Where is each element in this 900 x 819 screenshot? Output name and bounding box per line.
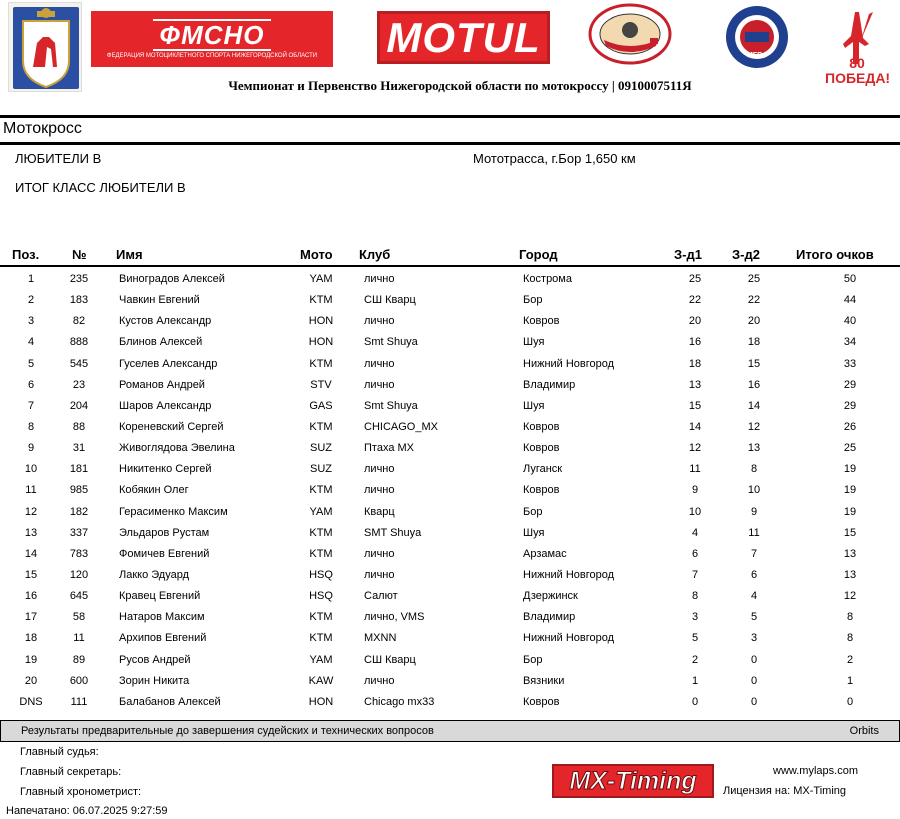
header-race-2: З-д2 bbox=[732, 247, 760, 262]
table-header bbox=[0, 247, 900, 267]
cell-race-2: 12 bbox=[747, 420, 761, 433]
cell-name: Чавкин Евгений bbox=[119, 294, 200, 307]
cell-club: лично bbox=[364, 273, 395, 285]
cell-name: Кобякин Олег bbox=[119, 484, 189, 497]
cell-club: SMT Shuya bbox=[364, 526, 422, 539]
chief-secretary-label: Главный секретарь: bbox=[20, 766, 122, 778]
cell-race-2: 0 bbox=[750, 674, 758, 687]
cell-club: Салют bbox=[364, 590, 398, 603]
table-row bbox=[0, 269, 900, 290]
cell-name: Гуселев Александр bbox=[119, 357, 218, 370]
cell-total-points: 12 bbox=[843, 590, 857, 603]
table-row bbox=[0, 523, 900, 544]
cell-total-points: 15 bbox=[843, 526, 857, 539]
cell-position: 5 bbox=[27, 357, 35, 370]
cell-city: Дзержинск bbox=[523, 590, 578, 603]
disclaimer-text: Результаты предварительные до завершения судейских и технических вопросов bbox=[21, 725, 434, 737]
cell-race-1: 14 bbox=[688, 420, 702, 433]
cell-race-1: 22 bbox=[688, 294, 702, 307]
cell-position: 6 bbox=[27, 378, 35, 391]
cell-race-2: 0 bbox=[750, 653, 758, 666]
cell-race-2: 20 bbox=[747, 315, 761, 328]
cell-total-points: 26 bbox=[843, 420, 857, 433]
cell-position: 14 bbox=[24, 547, 38, 560]
cell-moto: SUZ bbox=[310, 442, 332, 455]
cell-position: 15 bbox=[24, 568, 38, 581]
cell-club: лично bbox=[364, 568, 395, 581]
header-divider bbox=[0, 115, 900, 118]
cell-number: 88 bbox=[72, 420, 86, 433]
cell-name: Шаров Александр bbox=[119, 399, 212, 412]
cell-number: 888 bbox=[69, 336, 89, 349]
cell-moto: KTM bbox=[309, 526, 333, 539]
table-body bbox=[0, 269, 900, 713]
cell-race-2: 18 bbox=[747, 336, 761, 349]
cell-position: 3 bbox=[27, 315, 35, 328]
cell-race-2: 10 bbox=[747, 484, 761, 497]
cell-moto: HON bbox=[308, 315, 334, 328]
timing-system: Orbits bbox=[849, 725, 879, 737]
table-row bbox=[0, 586, 900, 607]
table-row bbox=[0, 650, 900, 671]
table-row bbox=[0, 502, 900, 523]
cell-race-2: 25 bbox=[747, 273, 761, 285]
cell-club: лично bbox=[364, 484, 395, 497]
cell-number: 204 bbox=[69, 399, 89, 412]
cell-position: 13 bbox=[24, 526, 38, 539]
cell-name: Живоглядова Эвелина bbox=[119, 442, 235, 455]
cell-moto: KTM bbox=[309, 420, 333, 433]
cell-club: лично, VMS bbox=[364, 611, 425, 624]
cell-race-2: 22 bbox=[747, 294, 761, 307]
table-row bbox=[0, 565, 900, 586]
cell-city: Нижний Новгород bbox=[523, 357, 615, 370]
table-row bbox=[0, 692, 900, 713]
results-table bbox=[0, 247, 900, 713]
club-rosette-logo bbox=[586, 2, 675, 67]
cell-race-2: 16 bbox=[747, 378, 761, 391]
cell-name: Кореневский Сергей bbox=[119, 420, 224, 433]
cell-total-points: 25 bbox=[843, 442, 857, 455]
cell-number: 23 bbox=[72, 378, 86, 391]
cell-race-1: 12 bbox=[688, 442, 702, 455]
cell-number: 31 bbox=[72, 442, 86, 455]
cell-club: CHICAGO_MX bbox=[364, 420, 438, 433]
cell-city: Шуя bbox=[523, 526, 545, 539]
cell-position: 2 bbox=[27, 294, 35, 307]
cell-number: 985 bbox=[69, 484, 89, 497]
cell-city: Бор bbox=[523, 294, 543, 307]
cell-moto: YAM bbox=[309, 653, 333, 666]
cell-race-1: 5 bbox=[691, 632, 699, 645]
cell-total-points: 13 bbox=[843, 568, 857, 581]
cell-total-points: 19 bbox=[843, 463, 857, 476]
cell-position: 9 bbox=[27, 442, 35, 455]
cell-moto: YAM bbox=[309, 273, 333, 285]
table-row bbox=[0, 311, 900, 332]
cell-race-1: 13 bbox=[688, 378, 702, 391]
cell-position: 16 bbox=[24, 590, 38, 603]
cell-moto: HON bbox=[308, 336, 334, 349]
header-total-points: Итого очков bbox=[796, 247, 874, 262]
cell-race-2: 5 bbox=[750, 611, 758, 624]
cell-race-2: 7 bbox=[750, 547, 758, 560]
table-row bbox=[0, 671, 900, 692]
cell-total-points: 8 bbox=[846, 632, 854, 645]
cell-number: 783 bbox=[69, 547, 89, 560]
cell-position: 4 bbox=[27, 336, 35, 349]
cell-total-points: 8 bbox=[846, 611, 854, 624]
motul-logo bbox=[377, 11, 550, 64]
cell-club: лично bbox=[364, 378, 395, 391]
table-row bbox=[0, 628, 900, 649]
cell-race-1: 1 bbox=[691, 674, 699, 687]
cell-moto: KTM bbox=[309, 632, 333, 645]
cell-moto: KTM bbox=[309, 294, 333, 307]
cell-city: Шуя bbox=[523, 336, 545, 349]
table-row bbox=[0, 459, 900, 480]
cell-race-2: 0 bbox=[750, 695, 758, 708]
cell-name: Никитенко Сергей bbox=[119, 463, 212, 476]
footer-disclaimer-bar bbox=[0, 720, 900, 742]
cell-name: Архипов Евгений bbox=[119, 632, 207, 645]
header-city: Город bbox=[519, 247, 558, 262]
cell-total-points: 33 bbox=[843, 357, 857, 370]
cell-total-points: 0 bbox=[846, 695, 854, 708]
cell-race-2: 15 bbox=[747, 357, 761, 370]
cell-race-2: 14 bbox=[747, 399, 761, 412]
cell-position: 12 bbox=[24, 505, 38, 518]
cell-number: 11 bbox=[73, 632, 85, 645]
cell-race-2: 13 bbox=[747, 442, 761, 455]
header-name: Имя bbox=[116, 247, 143, 262]
cell-total-points: 19 bbox=[843, 505, 857, 518]
table-row bbox=[0, 544, 900, 565]
cell-city: Нижний Новгород bbox=[523, 568, 615, 581]
cell-name: Русов Андрей bbox=[119, 653, 191, 666]
cell-club: лично bbox=[364, 357, 395, 370]
header-moto: Мото bbox=[300, 247, 333, 262]
cell-number: 183 bbox=[69, 294, 89, 307]
cell-position: 19 bbox=[24, 653, 38, 666]
cell-race-1: 16 bbox=[688, 336, 702, 349]
cell-total-points: 2 bbox=[846, 653, 854, 666]
cell-city: Кострома bbox=[523, 273, 572, 285]
mx-timing-logo-text: MX-Timing bbox=[569, 766, 697, 795]
cell-race-2: 8 bbox=[750, 463, 758, 476]
cell-name: Фомичев Евгений bbox=[119, 547, 210, 560]
cell-total-points: 19 bbox=[843, 484, 857, 497]
cell-total-points: 50 bbox=[843, 273, 857, 285]
cell-city: Владимир bbox=[523, 611, 576, 624]
cell-moto: KTM bbox=[309, 547, 333, 560]
victory-80-logo-text: 80 ПОБЕДА! bbox=[825, 55, 891, 86]
cell-position: 1 bbox=[27, 273, 35, 285]
cell-club: Chicago mx33 bbox=[364, 695, 435, 708]
table-row bbox=[0, 607, 900, 628]
cell-city: Ковров bbox=[523, 420, 560, 433]
cell-position: 8 bbox=[27, 420, 35, 433]
cell-position: 18 bbox=[24, 632, 38, 645]
section-title: Мотокросс bbox=[3, 120, 82, 137]
cell-number: 120 bbox=[69, 568, 89, 581]
cell-moto: YAM bbox=[309, 505, 333, 518]
mfr-logo-text: MFR bbox=[747, 52, 763, 59]
cell-city: Ковров bbox=[523, 315, 560, 328]
cell-club: Кварц bbox=[364, 505, 395, 518]
cell-race-1: 25 bbox=[688, 273, 702, 285]
license-info: Лицензия на: MX-Timing bbox=[723, 785, 846, 797]
cell-number: 111 bbox=[70, 695, 88, 708]
cell-total-points: 34 bbox=[843, 336, 857, 349]
championship-title: Чемпионат и Первенство Нижегородской области по мотокроссу | 0910007511Я bbox=[228, 78, 692, 93]
cell-race-1: 4 bbox=[691, 526, 699, 539]
cell-moto: SUZ bbox=[310, 463, 332, 476]
cell-club: лично bbox=[364, 674, 395, 687]
cell-race-1: 15 bbox=[688, 399, 702, 412]
motul-logo-text: MOTUL bbox=[386, 13, 541, 61]
mylaps-website[interactable]: www.mylaps.com bbox=[773, 765, 858, 777]
cell-number: 600 bbox=[69, 674, 89, 687]
table-header-rule bbox=[0, 265, 900, 267]
cell-club: Smt Shuya bbox=[364, 399, 418, 412]
cell-city: Бор bbox=[523, 653, 543, 666]
table-row bbox=[0, 332, 900, 353]
cell-race-1: 8 bbox=[691, 590, 699, 603]
cell-city: Бор bbox=[523, 505, 543, 518]
cell-number: 235 bbox=[69, 273, 89, 285]
cell-number: 182 bbox=[69, 505, 89, 518]
cell-race-2: 4 bbox=[750, 590, 758, 603]
table-row bbox=[0, 480, 900, 501]
cell-total-points: 29 bbox=[843, 378, 857, 391]
cell-race-1: 6 bbox=[691, 547, 699, 560]
fmsno-logo bbox=[91, 11, 333, 67]
cell-name: Лакко Эдуард bbox=[119, 568, 189, 581]
header-position: Поз. bbox=[12, 247, 40, 262]
cell-race-1: 3 bbox=[691, 611, 699, 624]
cell-race-2: 6 bbox=[750, 568, 758, 581]
cell-moto: HSQ bbox=[309, 568, 333, 581]
cell-name: Романов Андрей bbox=[119, 378, 205, 391]
table-row bbox=[0, 396, 900, 417]
table-row bbox=[0, 438, 900, 459]
cell-city: Арзамас bbox=[523, 547, 567, 560]
cell-race-2: 9 bbox=[750, 505, 758, 518]
cell-name: Эльдаров Рустам bbox=[119, 526, 210, 539]
cell-total-points: 44 bbox=[843, 294, 857, 307]
cell-moto: KTM bbox=[309, 611, 333, 624]
cell-city: Ковров bbox=[523, 442, 560, 455]
cell-position: 11 bbox=[25, 484, 37, 497]
mx-timing-logo bbox=[552, 764, 714, 798]
cell-moto: STV bbox=[310, 378, 332, 391]
cell-race-2: 11 bbox=[748, 526, 760, 539]
cell-race-1: 0 bbox=[691, 695, 699, 708]
table-row bbox=[0, 417, 900, 438]
cell-total-points: 40 bbox=[843, 315, 857, 328]
cell-number: 645 bbox=[69, 590, 89, 603]
cell-club: лично bbox=[364, 463, 395, 476]
chief-judge-label: Главный судья: bbox=[20, 746, 99, 758]
cell-name: Герасименко Максим bbox=[119, 505, 228, 518]
cell-race-2: 3 bbox=[750, 632, 758, 645]
chief-timekeeper-label: Главный хронометрист: bbox=[20, 786, 142, 798]
table-row bbox=[0, 354, 900, 375]
cell-city: Вязники bbox=[523, 674, 565, 687]
cell-race-1: 20 bbox=[688, 315, 702, 328]
cell-moto: KAW bbox=[308, 674, 334, 687]
cell-position: 10 bbox=[24, 463, 38, 476]
cell-race-1: 10 bbox=[688, 505, 702, 518]
cell-club: Птаха МХ bbox=[364, 442, 414, 455]
track-info: Мототрасса, г.Бор 1,650 км bbox=[473, 151, 636, 166]
cell-moto: KTM bbox=[309, 484, 333, 497]
cell-name: Зорин Никита bbox=[119, 674, 190, 687]
cell-moto: KTM bbox=[309, 357, 333, 370]
cell-moto: GAS bbox=[309, 399, 333, 412]
fmsno-logo-text: ФМСНО bbox=[153, 19, 270, 51]
cell-name: Кустов Александр bbox=[119, 315, 212, 328]
cell-club: лично bbox=[364, 547, 395, 560]
cell-name: Блинов Алексей bbox=[119, 336, 203, 349]
cell-number: 89 bbox=[72, 653, 86, 666]
cell-race-1: 11 bbox=[689, 463, 701, 476]
cell-total-points: 29 bbox=[843, 399, 857, 412]
cell-number: 82 bbox=[72, 315, 86, 328]
fmsno-logo-subtext: ФЕДЕРАЦИЯ МОТОЦИКЛЕТНОГО СПОРТА НИЖЕГОРОДСКОЙ ОБЛАСТИ bbox=[106, 52, 318, 59]
mfr-logo bbox=[723, 4, 791, 70]
class-name: ЛЮБИТЕЛИ В bbox=[15, 151, 102, 166]
cell-total-points: 1 bbox=[846, 674, 854, 687]
cell-number: 545 bbox=[69, 357, 89, 370]
cell-club: СШ Кварц bbox=[364, 653, 416, 666]
header-race-1: З-д1 bbox=[674, 247, 702, 262]
cell-moto: HSQ bbox=[309, 590, 333, 603]
cell-race-1: 18 bbox=[688, 357, 702, 370]
cell-race-1: 2 bbox=[691, 653, 699, 666]
cell-number: 337 bbox=[69, 526, 89, 539]
cell-position: DNS bbox=[19, 695, 43, 708]
cell-city: Ковров bbox=[523, 695, 560, 708]
cell-club: лично bbox=[364, 315, 395, 328]
cell-total-points: 13 bbox=[843, 547, 857, 560]
table-row bbox=[0, 375, 900, 396]
header-number: № bbox=[72, 247, 87, 262]
cell-number: 181 bbox=[69, 463, 89, 476]
cell-city: Луганск bbox=[523, 463, 563, 476]
printed-timestamp: Напечатано: 06.07.2025 9:27:59 bbox=[6, 805, 168, 817]
cell-race-1: 7 bbox=[691, 568, 699, 581]
cell-race-1: 9 bbox=[691, 484, 699, 497]
cell-city: Нижний Новгород bbox=[523, 632, 615, 645]
cell-position: 20 bbox=[24, 674, 38, 687]
cell-name: Натаров Максим bbox=[119, 611, 205, 624]
cell-position: 17 bbox=[24, 611, 38, 624]
cell-position: 7 bbox=[27, 399, 35, 412]
cell-name: Балабанов Алексей bbox=[119, 695, 221, 708]
cell-club: MXNN bbox=[364, 632, 397, 645]
cell-name: Кравец Евгений bbox=[119, 590, 201, 603]
cell-club: СШ Кварц bbox=[364, 294, 416, 307]
cell-city: Ковров bbox=[523, 484, 560, 497]
header-club: Клуб bbox=[359, 247, 391, 262]
cell-city: Шуя bbox=[523, 399, 545, 412]
result-title: ИТОГ КЛАСС ЛЮБИТЕЛИ В bbox=[15, 180, 186, 195]
table-row bbox=[0, 290, 900, 311]
cell-number: 58 bbox=[72, 611, 86, 624]
cell-moto: HON bbox=[308, 695, 334, 708]
cell-club: Smt Shuya bbox=[364, 336, 418, 349]
section-divider bbox=[0, 142, 900, 145]
cell-name: Виноградов Алексей bbox=[119, 273, 225, 285]
cell-city: Владимир bbox=[523, 378, 576, 391]
